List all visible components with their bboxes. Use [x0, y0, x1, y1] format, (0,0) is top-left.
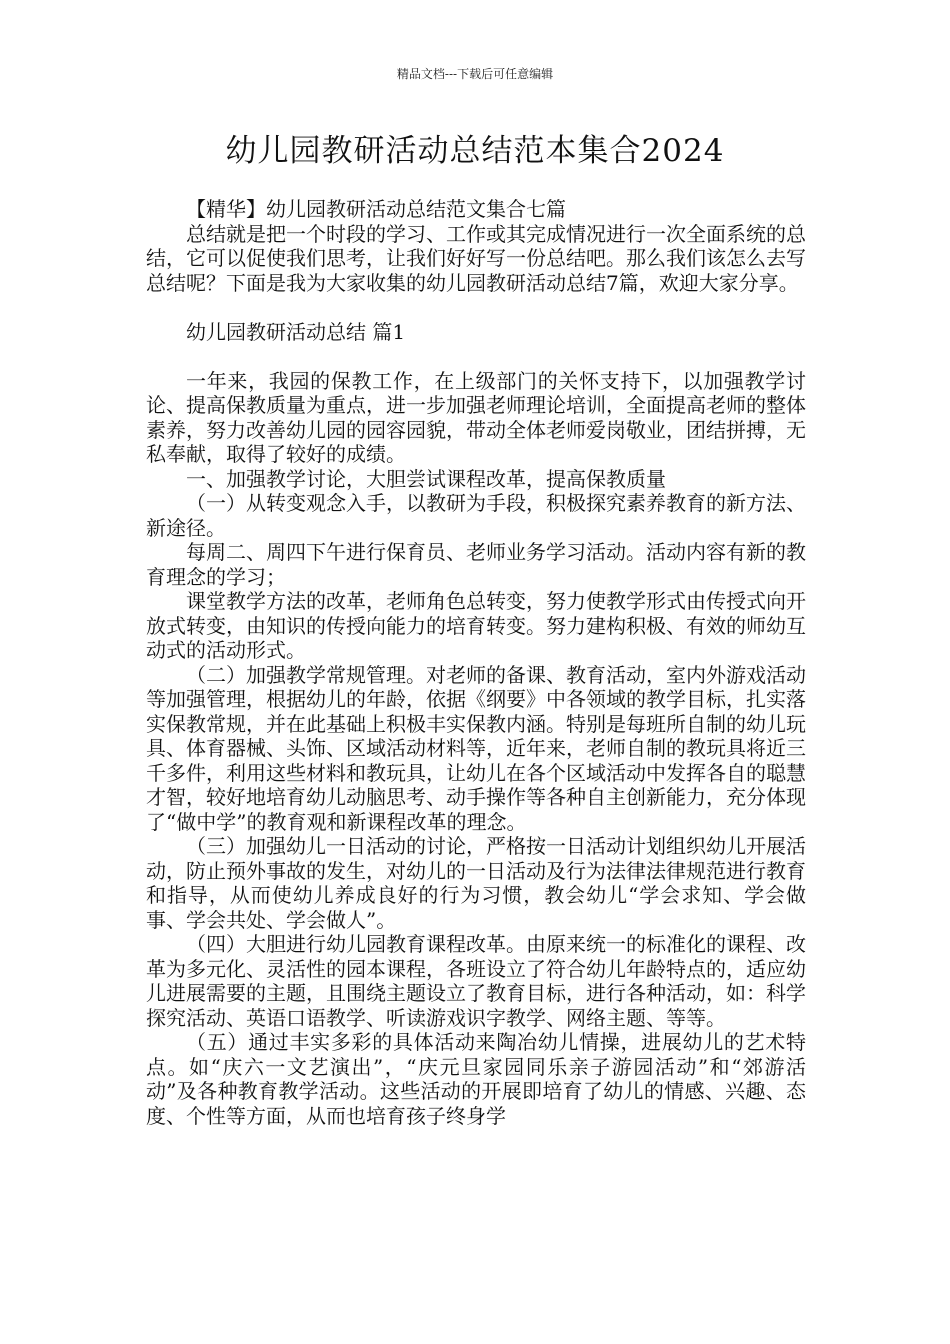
header-note: 精品文档---下载后可任意编辑	[396, 67, 554, 81]
body-paragraph: （五）通过丰实多彩的具体活动来陶冶幼儿情操，进展幼儿的艺术特点。如“庆六一文艺演出”，“庆元旦家园同乐亲子游园活动”和“郊游活动”及各种教育教学活动。这些活动的开展即培育了幼儿的情感、兴趣、态度、个性等方面，从而也培育孩子终身学	[146, 1030, 806, 1128]
body-paragraph: 课堂教学方法的改革，老师角色总转变，努力使教学形式由传授式向开放式转变，由知识的传授向能力的培育转变。努力建构积极、有效的师幼互动式的活动形式。	[146, 589, 806, 662]
section-heading: 幼儿园教研活动总结 篇1	[186, 319, 406, 344]
body-paragraph: （四）大胆进行幼儿园教育课程改革。由原来统一的标准化的课程、改革为多元化、灵活性的园本课程，各班设立了符合幼儿年龄特点的，适应幼儿进展需要的主题，且围绕主题设立了教育目标，进行各种活动，如：科学探究活动、英语口语教学、听读游戏识字教学、网络主题、等等。	[146, 932, 806, 1030]
body-paragraph: 一年来，我园的保教工作，在上级部门的关怀支持下，以加强教学讨论、提高保教质量为重点，进一步加强老师理论培训，全面提高老师的整体素养，努力改善幼儿园的园容园貌，带动全体老师爱岗敬业，团结拼搏，无私奉献，取得了较好的成绩。	[146, 368, 806, 466]
body-paragraph: （一）从转变观念入手，以教研为手段，积极探究素养教育的新方法、新途径。	[146, 491, 806, 540]
document-title: 幼儿园教研活动总结范本集合2024	[225, 133, 725, 169]
body-paragraph: 每周二、周四下午进行保育员、老师业务学习活动。活动内容有新的教育理念的学习；	[146, 540, 806, 589]
subtitle-paragraph: 【精华】幼儿园教研活动总结范文集合七篇	[186, 197, 566, 221]
intro-paragraph: 总结就是把一个时段的学习、工作或其完成情况进行一次全面系统的总结，它可以促使我们思考，让我们好好写一份总结吧。那么我们该怎么去写总结呢？下面是我为大家收集的幼儿园教研活动总结7篇，欢迎大家分享。	[146, 221, 806, 295]
document-body	[146, 197, 806, 1128]
body-paragraph: （二）加强教学常规管理。对老师的备课、教育活动，室内外游戏活动等加强管理，根据幼儿的年龄，依据《纲要》中各领域的教学目标，扎实落实保教常规，并在此基础上积极丰实保教内涵。特别是每班所自制的幼儿玩具、体育器械、头饰、区域活动材料等，近年来，老师自制的教玩具将近三千多件，利用这些材料和教玩具，让幼儿在各个区域活动中发挥各自的聪慧才智，较好地培育幼儿动脑思考、动手操作等各种自主创新能力，充分体现了“做中学”的教育观和新课程改革的理念。	[146, 662, 806, 834]
body-paragraph: （三）加强幼儿一日活动的讨论，严格按一日活动计划组织幼儿开展活动，防止预外事故的发生，对幼儿的一日活动及行为法律法律规范进行教育和指导，从而使幼儿养成良好的行为习惯，教会幼儿“学会求知、学会做事、学会共处、学会做人”。	[146, 834, 806, 932]
body-paragraph: 一、加强教学讨论，大胆尝试课程改革，提高保教质量	[186, 466, 666, 491]
